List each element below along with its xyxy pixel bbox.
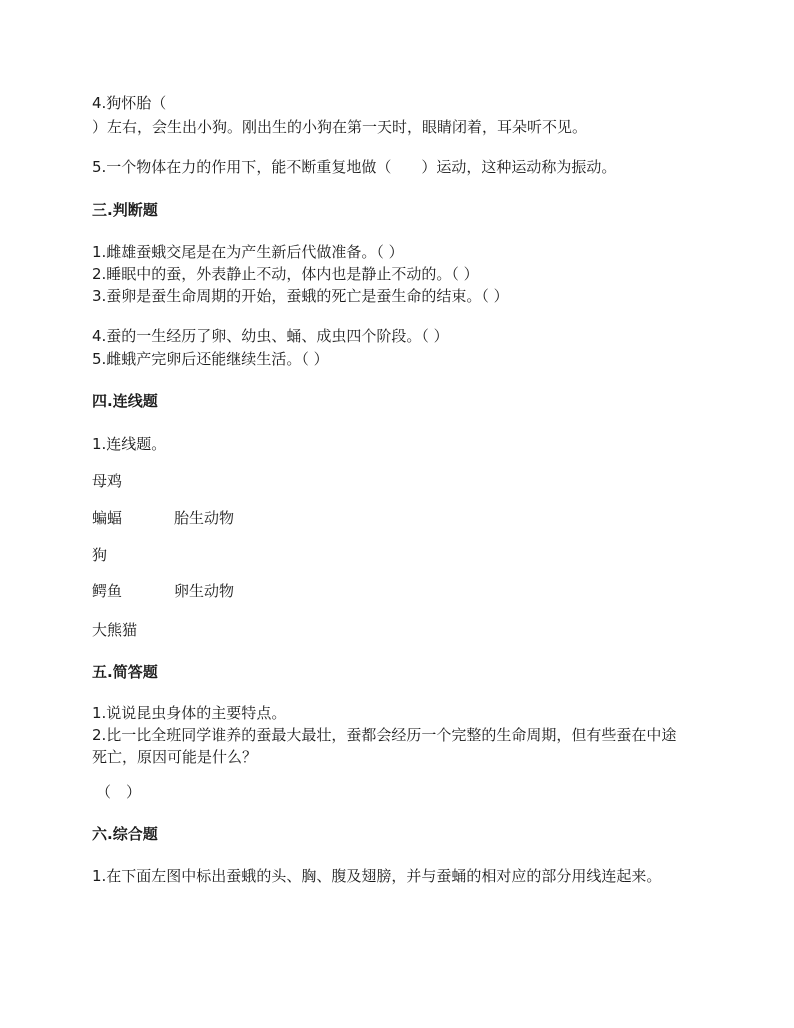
judge-question-2: 2.睡眠中的蚕，外表静止不动，体内也是静止不动的。（ ） <box>92 265 479 283</box>
judge-question-1: 1.雌雄蚕蛾交尾是在为产生新后代做准备。（ ） <box>92 243 404 261</box>
section-title-matching: 四.连线题 <box>92 392 158 410</box>
match-row-4 <box>92 581 234 601</box>
match-question-1: 1.连线题。 <box>92 435 167 453</box>
match-right-item-2: 卵生动物 <box>174 582 235 600</box>
match-left-item-4: 鳄鱼 <box>92 582 123 600</box>
judge-question-3: 3.蚕卵是蚕生命周期的开始，蚕蛾的死亡是蚕生命的结束。（ ） <box>92 287 509 305</box>
match-row-2 <box>92 508 234 528</box>
judge-question-4: 4.蚕的一生经历了卵、幼虫、蛹、成虫四个阶段。（ ） <box>92 327 449 345</box>
match-left-item-1: 母鸡 <box>92 472 123 490</box>
judge-question-5: 5.雌蛾产完卵后还能继续生活。（ ） <box>92 350 329 368</box>
match-left-item-2: 蝙蝠 <box>92 509 123 527</box>
fill-question-4-line2: ）左右，会生出小狗。刚出生的小狗在第一天时，眼睛闭着，耳朵听不见。 <box>92 118 588 136</box>
section-title-comprehensive: 六.综合题 <box>92 825 158 843</box>
short-question-2-line2: 死亡，原因可能是什么？ <box>92 748 258 766</box>
fill-question-4-line1: 4.狗怀胎（ <box>92 94 167 112</box>
short-question-2-line1: 2.比一比全班同学谁养的蚕最大最壮，蚕都会经历一个完整的生命周期，但有些蚕在中途 <box>92 726 677 744</box>
short-question-1: 1.说说昆虫身体的主要特点。 <box>92 704 287 722</box>
comprehensive-question-1: 1.在下面左图中标出蚕蛾的头、胸、腹及翅膀，并与蚕蛹的相对应的部分用线连起来。 <box>92 867 662 885</box>
match-left-item-5: 大熊猫 <box>92 621 138 639</box>
match-right-item-1: 胎生动物 <box>174 509 235 527</box>
fill-question-5: 5.一个物体在力的作用下，能不断重复地做（ ）运动，这种运动称为振动。 <box>92 158 617 176</box>
answer-bracket: （ ） <box>96 783 142 801</box>
match-left-item-3: 狗 <box>92 546 108 564</box>
section-title-judgement: 三.判断题 <box>92 201 158 219</box>
section-title-short-answer: 五.简答题 <box>92 663 158 681</box>
